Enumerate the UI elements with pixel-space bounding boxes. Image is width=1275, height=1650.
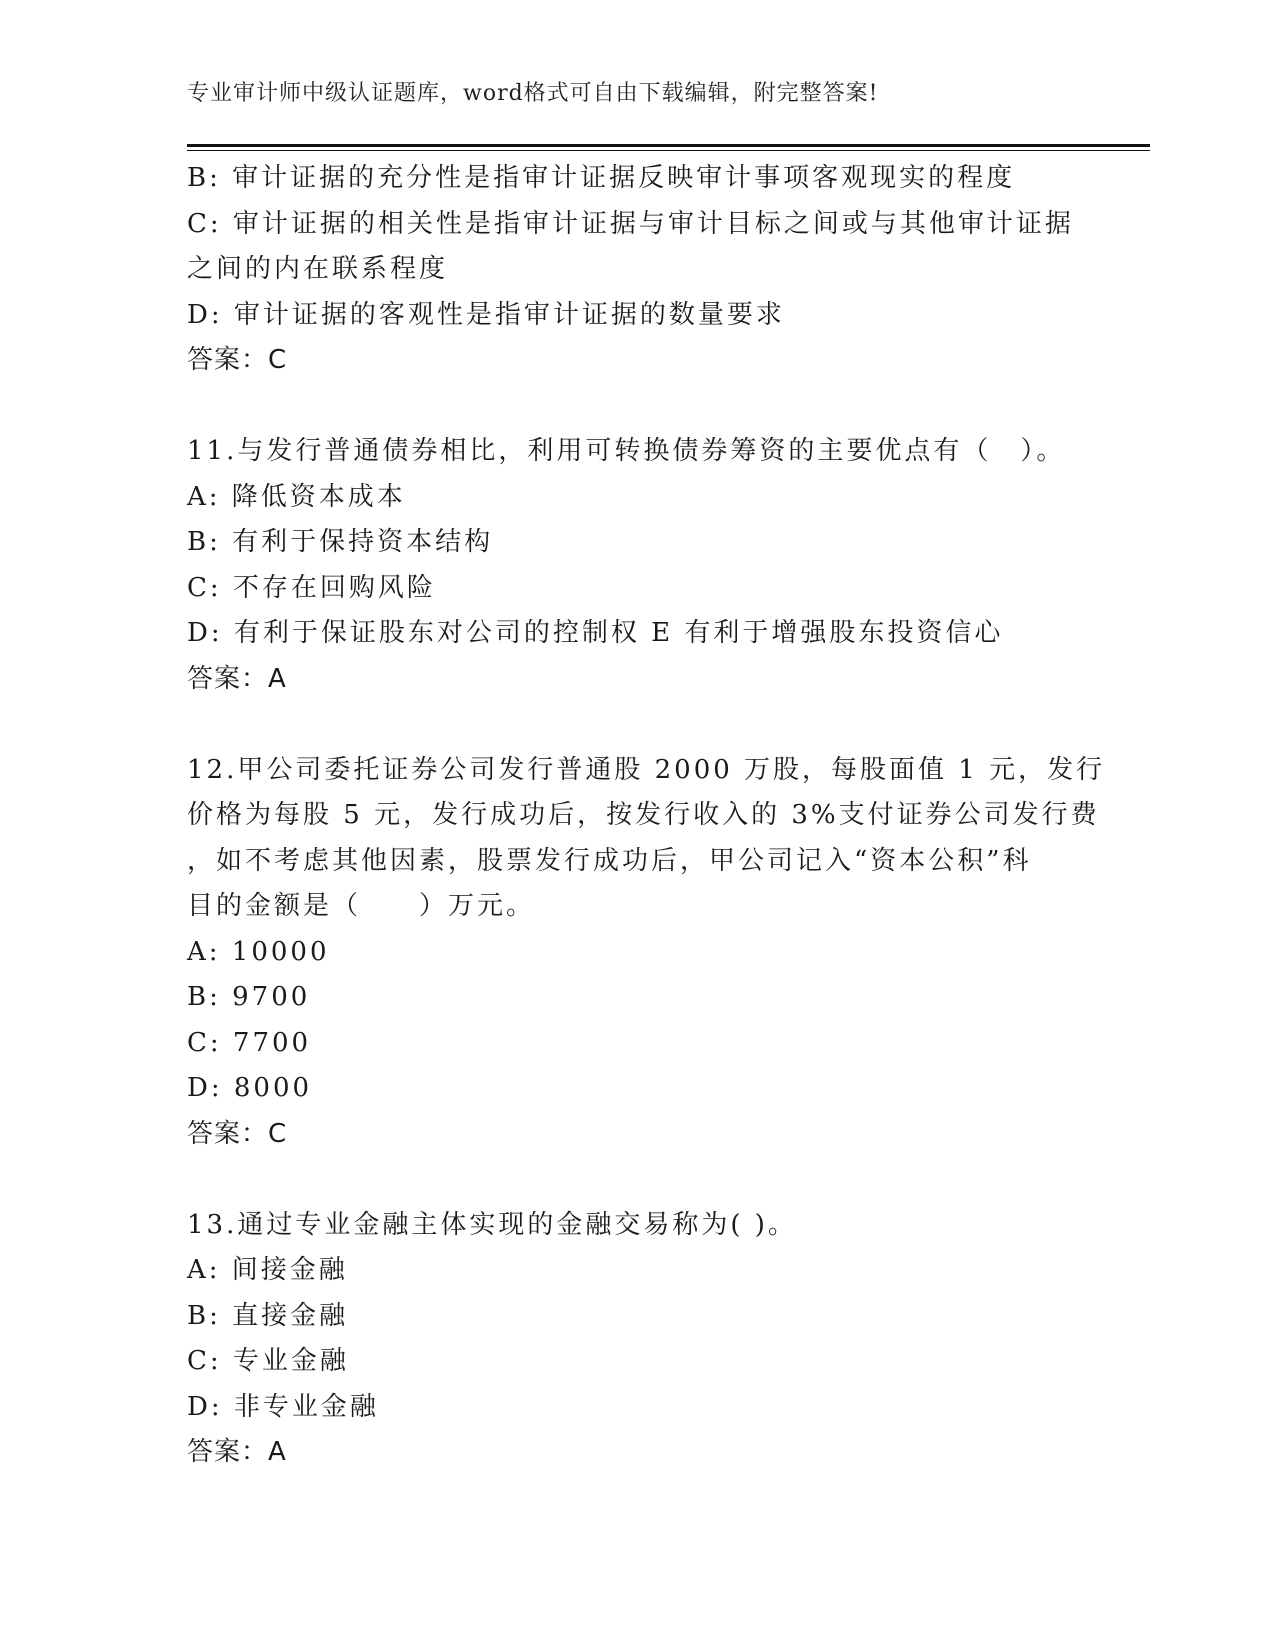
q10-answer: 答案：C (187, 345, 288, 375)
q11-option-b: B: 有利于保持资本结构 (187, 527, 494, 557)
question-10 (187, 156, 1087, 384)
q12-option-a: A: 10000 (187, 936, 330, 967)
q12-question-line-2: 价格为每股 5 元，发行成功后，按发行收入的 3%支付证券公司发行费 (187, 800, 1100, 830)
question-12 (187, 748, 1106, 1158)
q12-option-d: D: 8000 (187, 1073, 313, 1103)
q13-option-b: B: 直接金融 (187, 1300, 349, 1331)
q13-option-c: C: 专业金融 (187, 1346, 349, 1376)
document-body (187, 156, 1106, 1476)
q11-option-a: A: 降低资本成本 (187, 481, 406, 512)
spacer (187, 384, 1087, 430)
q12-answer: 答案：C (187, 1118, 288, 1149)
q12-question-line-3: ，如不考虑其他因素，股票发行成功后，甲公司记入“资本公积”科 (187, 845, 1032, 876)
question-13 (187, 1203, 1087, 1476)
q12-option-b: B: 9700 (187, 982, 311, 1012)
q13-option-a: A: 间接金融 (187, 1255, 348, 1285)
spacer (187, 702, 1087, 748)
spacer (187, 1157, 1087, 1203)
header-divider-thick (187, 144, 1150, 147)
q12-question-line-4: 目的金额是（ ）万元。 (187, 891, 536, 921)
q12-option-c: C: 7700 (187, 1027, 312, 1058)
header-divider-thin (187, 150, 1150, 151)
q10-option-d: D: 审计证据的客观性是指审计证据的数量要求 (187, 299, 785, 330)
question-11 (187, 429, 1087, 702)
q11-question: 11.与发行普通债券相比，利用可转换债券筹资的主要优点有（ ）。 (187, 436, 1066, 466)
document-header: 专业审计师中级认证题库，word格式可自由下载编辑，附完整答案! (187, 81, 879, 106)
q13-option-d: D: 非专业金融 (187, 1391, 379, 1422)
q10-option-c: C: 审计证据的相关性是指审计证据与审计目标之间或与其他审计证据 (187, 208, 1074, 239)
q10-option-c-continued: 之间的内在联系程度 (187, 254, 449, 284)
q10-option-b: B: 审计证据的充分性是指审计证据反映审计事项客观现实的程度 (187, 163, 1016, 193)
q11-answer: 答案：A (187, 663, 287, 694)
q11-option-c: C: 不存在回购风险 (187, 572, 436, 603)
q13-question: 13.通过专业金融主体实现的金融交易称为( )。 (187, 1209, 797, 1240)
q12-question-line-1: 12.甲公司委托证券公司发行普通股 2000 万股，每股面值 1 元，发行 (187, 754, 1106, 785)
q13-answer: 答案：A (187, 1437, 287, 1467)
q11-option-d: D: 有利于保证股东对公司的控制权 E 有利于增强股东投资信心 (187, 618, 1004, 648)
